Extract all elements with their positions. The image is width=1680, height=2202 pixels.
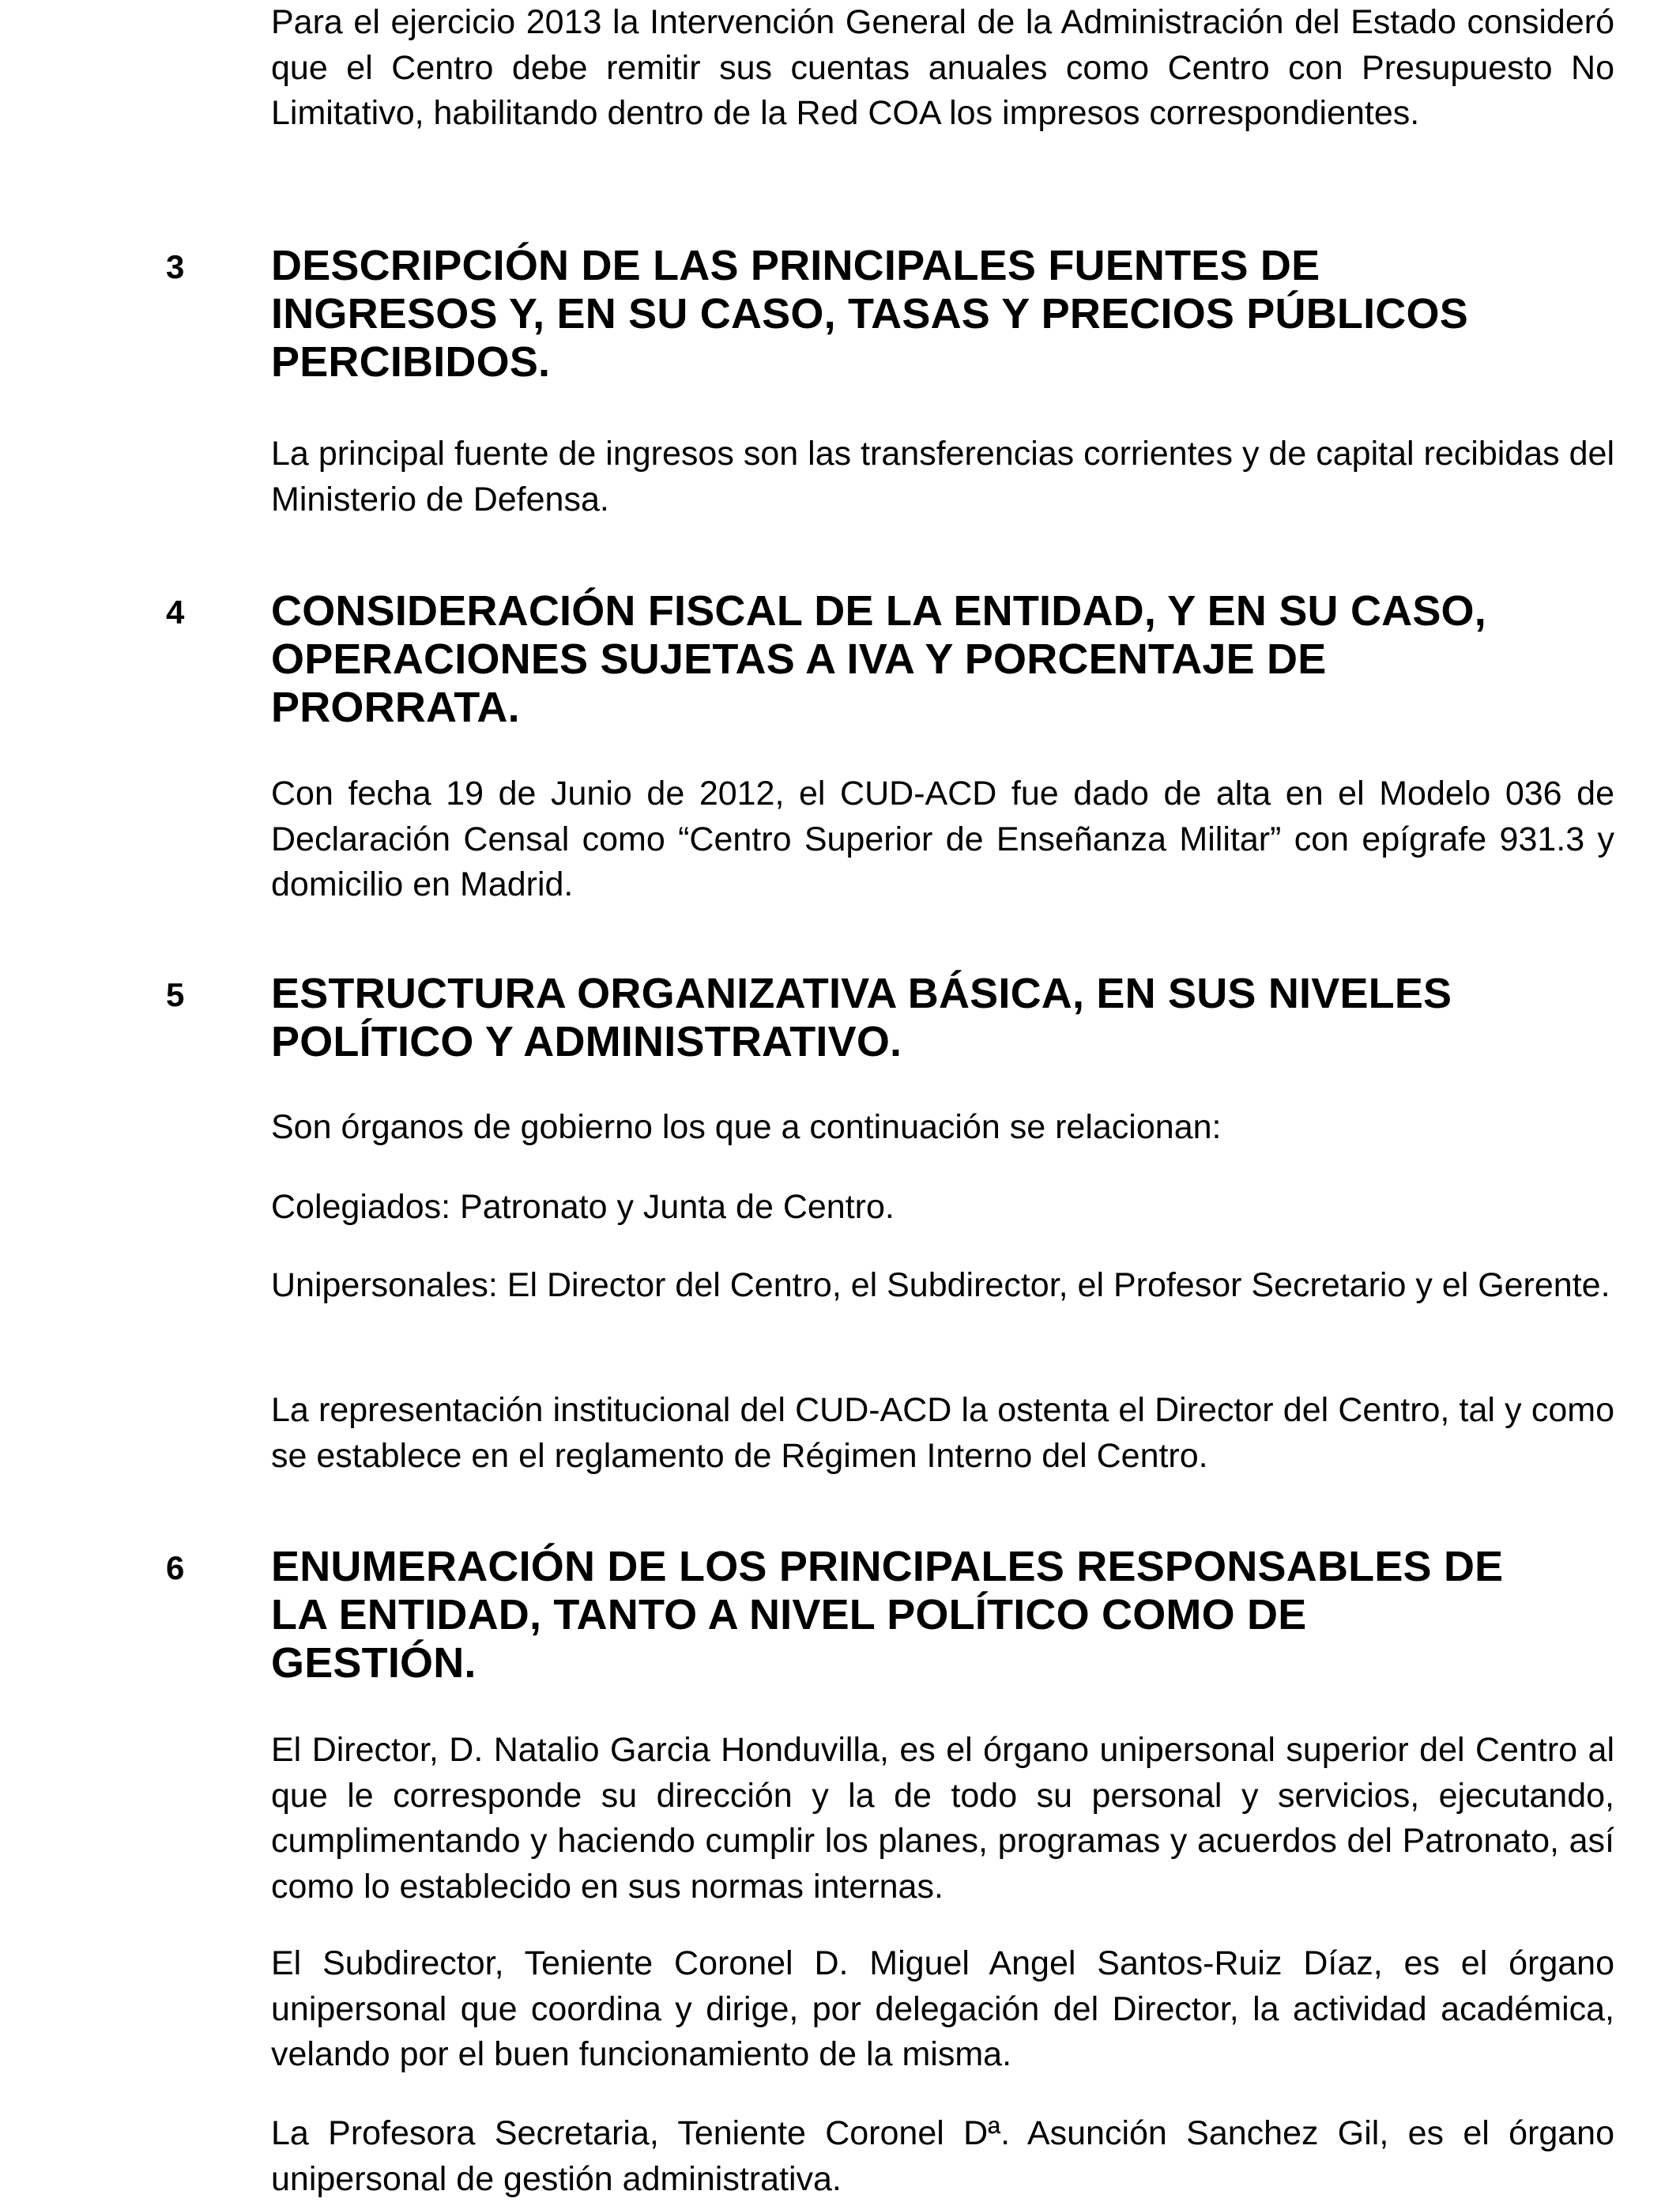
section-paragraph: Unipersonales: El Director del Centro, el Subdirector, el Profesor Secretario y el Gerente. (271, 1266, 1610, 1304)
section-title: DESCRIPCIÓN DE LAS PRINCIPALES FUENTES DE INGRESOS Y, EN SU CASO, TASAS Y PRECIOS PÚBLICOS PERCIBIDOS. (271, 242, 1468, 386)
section-paragraph: Colegiados: Patronato y Junta de Centro. (271, 1188, 895, 1226)
intro-paragraph: Para el ejercicio 2013 la Intervención General de la Administración del Estado consideró que el Centro debe remitir sus cuentas anuales como Centro con Presupuesto No Limitativo, habilitando dentro de la Red COA los impresos correspondientes. (271, 3, 1614, 132)
section-paragraph: La representación institucional del CUD-ACD la ostenta el Director del Centro, tal y como se establece en el reglamento de Régimen Interno del Centro. (271, 1391, 1614, 1475)
section-paragraph: El Subdirector, Teniente Coronel D. Miguel Angel Santos-Ruiz Díaz, es el órgano unipersonal que coordina y dirige, por delegación del Director, la actividad académica, velando por el buen funcionamiento de la misma. (271, 1944, 1614, 2073)
section-paragraph: La Profesora Secretaria, Teniente Coronel Dª. Asunción Sanchez Gil, es el órgano unipersonal de gestión administrativa. (271, 2114, 1614, 2198)
section-title: ESTRUCTURA ORGANIZATIVA BÁSICA, EN SUS NIVELES POLÍTICO Y ADMINISTRATIVO. (271, 970, 1452, 1065)
section-paragraph: Son órganos de gobierno los que a continuación se relacionan: (271, 1108, 1222, 1146)
section-number: 6 (166, 1549, 185, 1586)
section-paragraph: El Director, D. Natalio Garcia Honduvilla, es el órgano unipersonal superior del Centro al que le corresponde su dirección y la de todo su personal y servicios, ejecutando, cumplimentando y haciendo cumplir los planes, programas y acuerdos del Patronato, así como lo establecido en sus normas internas. (271, 1731, 1614, 1906)
section-paragraph: La principal fuente de ingresos son las transferencias corrientes y de capital recibidas del Ministerio de Defensa. (271, 435, 1614, 518)
section-number: 3 (166, 248, 185, 285)
section-paragraph: Con fecha 19 de Junio de 2012, el CUD-ACD fue dado de alta en el Modelo 036 de Declaración Censal como “Centro Superior de Enseñanza Militar” con epígrafe 931.3 y domicilio en Madrid. (271, 775, 1614, 903)
section-title: CONSIDERACIÓN FISCAL DE LA ENTIDAD, Y EN SU CASO, OPERACIONES SUJETAS A IVA Y PORCENTAJE DE PRORRATA. (271, 587, 1486, 731)
section-title: ENUMERACIÓN DE LOS PRINCIPALES RESPONSABLES DE LA ENTIDAD, TANTO A NIVEL POLÍTICO COMO DE GESTIÓN. (271, 1543, 1504, 1687)
section-number: 5 (166, 976, 185, 1013)
section-number: 4 (166, 594, 185, 631)
